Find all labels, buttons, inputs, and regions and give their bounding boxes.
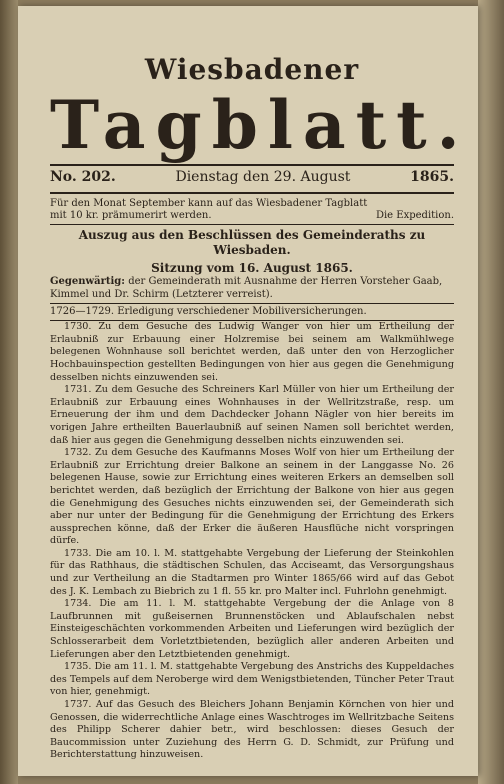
attendance-rule: [50, 303, 454, 304]
attendance-line: [50, 276, 454, 301]
book-spine-shadow: [0, 0, 18, 784]
issue-date: Dienstag den 29. August: [175, 169, 351, 185]
article-paragraph: 1733. Die am 10. l. M. stattgehabte Vergebung der Lieferung der Steinkohlen für das Rathhaus, die städtischen Schulen, das Acciseamt, das Versorgungshaus und zur Vertheilung an die Stadtarmen pro Winter 1865/66 wird auf das Gebot des J. K. Lembach zu Biebrich zu 1 fl. 55 kr. pro Malter incl. Fuhrlohn genehmigt.: [50, 547, 454, 597]
item-range: 1726—1729. Erledigung verschiedener Mobiliversicherungen.: [50, 306, 367, 318]
notice-line-1: Für den Monat September kann auf das Wiesbadener Tagblatt: [50, 198, 368, 209]
article-paragraph: 1734. Die am 11. l. M. stattgehabte Vergebung der die Anlage von 8 Laufbrunnen mit gußeisernen Brunnenstöcken und Ablaufschalen nebst Einsteigeschächten vorkommenden Arbeiten und Lieferungen wird bezüglich der Schlosserarbeit dem Vorletztbietenden, bezüglich aller anderen Arbeiten und Lieferungen aber den Letztbietenden genehmigt.: [50, 598, 454, 660]
issue-year: 1865.: [410, 169, 454, 185]
masthead-title: Tagblatt.: [50, 86, 470, 164]
notice-line-2-row: [50, 210, 454, 222]
subscription-notice: [50, 198, 454, 222]
article-paragraph: 1737. Auf das Gesuch des Bleichers Johann Benjamin Körnchen von hier und Genossen, die widerrechtliche Anlage eines Waschtroges im Wellritzbache Seitens des Philipp Scherer dahier betr., wird beschlossen: dieses Gesuch der Baucommission unter Zuziehung des Herrn G. D. Schmidt, zur Prüfung und Berichterstattung hinzuweisen.: [50, 699, 454, 761]
page-content: [50, 16, 470, 762]
article-heading: Auszug aus den Beschlüssen des Gemeinderaths zu Wiesbaden.: [78, 228, 426, 257]
article-paragraph: 1730. Zu dem Gesuche des Ludwig Wanger von hier um Ertheilung der Erlaubniß zur Erbauung einer Holzremise bei seinem am Walkmühlwege belegenen Wohnhause soll berichtet werden, daß unter den von Herzoglicher Hochbauinspection gestellten Bedingungen von hier aus gegen die Genehmigung desselben nichts einzuwenden sei.: [50, 321, 454, 383]
article-paragraph: 1731. Zu dem Gesuche des Schreiners Karl Müller von hier um Ertheilung der Erlaubniß zur Erbauung eines Wohnhauses in der Wellritzstraße, resp. um Erneuerung der ihm und dem Dachdecker Johann Nägler von hier bereits im vorigen Jahre ertheilten Bauerlaubniß auf seinen Namen soll berichtet werden, daß hier aus gegen die Genehmigung desselben nichts einzuwenden sei.: [50, 384, 454, 446]
article-paragraph: 1735. Die am 11. l. M. stattgehabte Vergebung des Anstrichs des Kuppeldaches des Tempels auf dem Neroberge wird dem Wenigstbietenden, Tüncher Peter Traut von hier, genehmigt.: [50, 661, 454, 698]
article-paragraph: 1732. Zu dem Gesuche des Kaufmanns Moses Wolf von hier um Ertheilung der Erlaubniß zur Errichtung dreier Balkone an seinem in der Langgasse No. 26 belegenen Hause, sowie zur Errichtung eines weiteren Erkers an demselben soll berichtet werden, daß bezüglich der Errichtung der Balkone von hier aus gegen die Genehmigung des Gesuches nichts einzuwenden sei, der Gemeinderath sich aber nur unter der Bedingung für die Genehmigung der Errichtung des Erkers aussprechen könne, daß der Erker die äußeren Hausflüche nicht vorspringen dürfe.: [50, 447, 454, 547]
attendance-text: der Gemeinderath mit Ausnahme der Herren Vorsteher Gaab, Kimmel und Dr. Schirm (Letzterer verreist).: [50, 276, 443, 300]
notice-line-2: mit 10 kr. prämumerirt werden.: [50, 210, 212, 221]
newspaper-page: [18, 6, 478, 776]
issue-number: No. 202.: [50, 169, 116, 185]
dateline-rule: [50, 192, 454, 194]
attendance-label: Gegenwärtig:: [50, 276, 125, 287]
dateline: [50, 166, 454, 188]
page-stack-edge: [478, 0, 504, 784]
notice-signature: Die Expedition.: [375, 210, 454, 221]
masthead-subtitle: Wiesbadener: [144, 53, 360, 86]
article-subheading: Sitzung vom 16. August 1865.: [151, 261, 353, 275]
notice-rule: [50, 224, 454, 225]
